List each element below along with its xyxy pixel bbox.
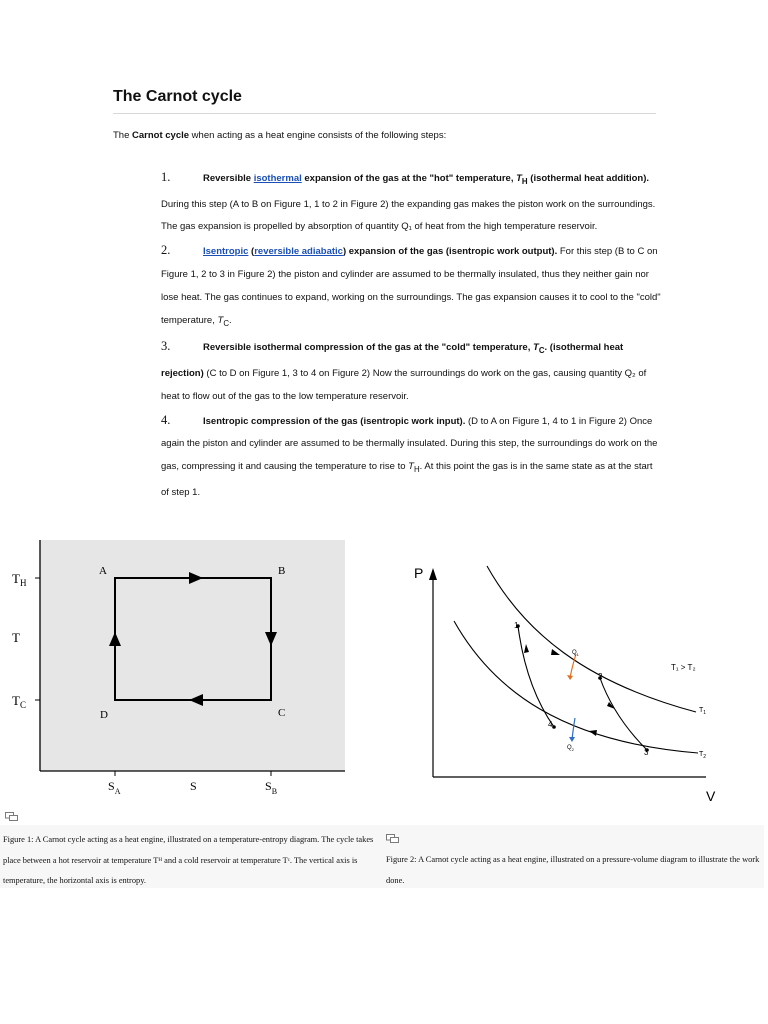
step-4: 4. Isentropic compression of the gas (isentropic work input). (D to A on Figure 1, 4 to 1 in Figure 2) Once again the piston and cylinder are assumed to be thermally insulated. During this step, the surroundings do work on the gas, compressing it and causing the temperature to rise to $T_H$. At this point the gas is in the same state as at the start of step 1. — [161, 409, 661, 505]
label-point-2: 2 — [598, 672, 603, 681]
label-point-1: 1 — [514, 621, 519, 630]
label-sb: $S_B$ — [265, 779, 278, 796]
label-sa: $S_A$ — [108, 779, 121, 796]
step-2: 2. Isentropic (reversible adiabatic) expansion of the gas (isentropic work output). For this step (B to C on Figure 1, 2 to 3 in Figure 2) the piston and cylinder are assumed to be thermally insulated, thus they neither gain nor lose heat. The gas continues to expand, working on the surroundings. The gas expansion causes it to cool to the "cold" temperature, $T_C$. — [161, 239, 661, 335]
temperature-relation: T₁ > T₂ — [671, 663, 696, 672]
label-t1: $T_1$ — [699, 707, 707, 716]
p-axis-arrowhead — [429, 568, 437, 580]
corner-c: C — [278, 707, 286, 719]
carnot-cycle-bold: Carnot cycle — [132, 130, 190, 141]
arrow-4-to-1 — [524, 644, 529, 653]
arrow-1-to-2 — [551, 649, 560, 655]
enlarge-icon[interactable] — [386, 834, 399, 843]
point-4 — [552, 725, 556, 729]
step-number: 2. — [161, 243, 171, 258]
intro-paragraph: The Carnot cycle when acting as a heat engine consists of the following steps: — [113, 130, 447, 141]
label-t: T — [12, 630, 20, 645]
isentropic-link[interactable]: Isentropic — [203, 246, 249, 258]
isotherm-t1 — [487, 566, 696, 712]
adiabat-2-3 — [600, 678, 647, 750]
axis-label-p: P — [414, 565, 424, 581]
step-number: 3. — [161, 339, 171, 354]
corner-a: A — [99, 565, 107, 577]
isotherm-t2 — [454, 621, 698, 753]
figure-2-pv-diagram[interactable] — [384, 522, 764, 824]
figure-2-caption: Figure 2: A Carnot cycle acting as a heat engine, illustrated on a pressure-volume diagram to illustrate the work done. — [386, 855, 760, 885]
axis-label-v: V — [706, 788, 716, 804]
isothermal-link[interactable]: isothermal — [253, 173, 302, 184]
step-1: 1. Reversible isothermal expansion of the gas at the "hot" temperature, $T_H$ (isothermal heat addition). During this step (A to B on Figure 1, 1 to 2 in Figure 2) the expanding gas makes the piston work on the surroundings. The gas expansion is propelled by absorption of quantity Q₁ of heat from the high temperature reservoir. — [161, 166, 661, 239]
label-q1: $Q_1$ — [572, 650, 579, 657]
q2-heat-arrow — [572, 718, 575, 740]
label-tc: $T_C$ — [12, 693, 26, 710]
label-point-4: 4 — [548, 720, 553, 729]
reversible-adiabatic-link[interactable]: reversible adiabatic — [254, 246, 343, 258]
page-title: The Carnot cycle — [113, 88, 656, 114]
arrow-3-to-4 — [589, 730, 597, 736]
step-number: 4. — [161, 412, 171, 427]
label-point-3: 3 — [644, 748, 649, 757]
corner-b: B — [278, 565, 286, 577]
steps-list — [161, 166, 661, 505]
step-3: 3. Reversible isothermal compression of the gas at the "cold" temperature, $T_C$. (isothermal heat rejection) (C to D on Figure 1, 3 to 4 on Figure 2) Now the surroundings do work on the gas, causing quantity Q₂ of heat to flow out of the gas to the low temperature reservoir. — [161, 335, 661, 408]
label-th: $T_H$ — [12, 571, 27, 588]
q2-heat-arrowhead — [569, 737, 575, 742]
step-number: 1. — [161, 170, 171, 184]
label-t2: $T_2$ — [699, 751, 707, 760]
figure-1-caption: Figure 1: A Carnot cycle acting as a heat engine, illustrated on a temperature-entropy diagram. The cycle takes place between a hot reservoir at temperature Tᴴ and a cold reservoir at temperature Tᶜ. The vertical axis is temperature, the horizontal axis is entropy. — [3, 835, 374, 885]
label-s: S — [190, 779, 197, 793]
q1-heat-arrowhead — [567, 675, 573, 680]
enlarge-icon[interactable] — [5, 812, 18, 821]
corner-d: D — [100, 709, 108, 721]
label-q2: $Q_2$ — [567, 745, 574, 752]
figure-1-ts-diagram[interactable] — [0, 522, 382, 806]
